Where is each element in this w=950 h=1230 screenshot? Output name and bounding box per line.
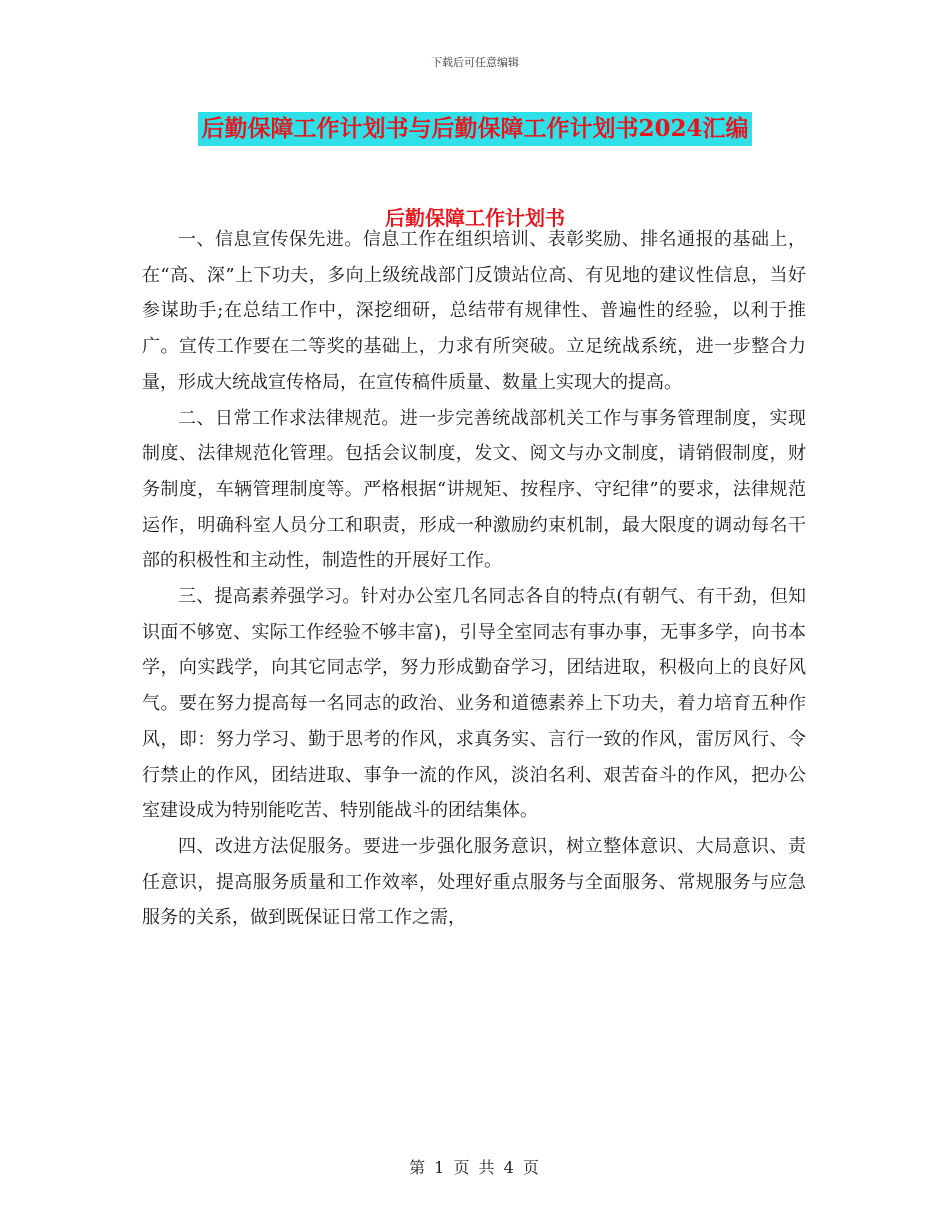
paragraph: 四、改进方法促服务。要进一步强化服务意识，树立整体意识、大局意识、责任意识，提高服务质量和工作效率，处理好重点服务与全面服务、常规服务与应急服务的关系，做到既保证日常工作之需， bbox=[142, 835, 806, 929]
paragraph: 二、日常工作求法律规范。进一步完善统战部机关工作与事务管理制度，实现制度、法律规范化管理。包括会议制度，发文、阅文与办文制度，请销假制度，财务制度，车辆管理制度等。严格根据“讲规矩、按程序、守纪律”的要求，法律规范运作，明确科室人员分工和职责，形成一种激励约束机制，最大限度的调动每名干部的积极性和主动性，制造性的开展好工作。 bbox=[142, 407, 806, 572]
section-title: 后勤保障工作计划书 bbox=[385, 206, 565, 230]
document-title: 后勤保障工作计划书与后勤保障工作计划书2024汇编 bbox=[198, 112, 751, 146]
paragraph: 三、提高素养强学习。针对办公室几名同志各自的特点(有朝气、有干劲，但知识面不够宽、实际工作经验不够丰富)，引导全室同志有事办事，无事多学，向书本学，向实践学，向其它同志学，努力形成勤奋学习，团结进取，积极向上的良好风气。要在努力提高每一名同志的政治、业务和道德素养上下功夫，着力培育五种作风，即：努力学习、勤于思考的作风，求真务实、言行一致的作风，雷厉风行、令行禁止的作风，团结进取、事争一流的作风，淡泊名利、艰苦奋斗的作风，把办公室建设成为特别能吃苦、特别能战斗的团结集体。 bbox=[142, 586, 806, 822]
document-title-container bbox=[0, 112, 950, 146]
document-body bbox=[142, 222, 806, 936]
header-note: 下载后可任意编辑 bbox=[431, 56, 519, 69]
page-footer: 第 1 页 共 4 页 bbox=[409, 1158, 541, 1177]
paragraph: 一、信息宣传保先进。信息工作在组织培训、表彰奖励、排名通报的基础上，在“高、深”上下功夫，多向上级统战部门反馈站位高、有见地的建议性信息，当好参谋助手;在总结工作中，深挖细研，总结带有规律性、普遍性的经验，以利于推广。宣传工作要在二等奖的基础上，力求有所突破。立足统战系统，进一步整合力量，形成大统战宣传格局，在宣传稿件质量、数量上实现大的提高。 bbox=[142, 229, 806, 393]
